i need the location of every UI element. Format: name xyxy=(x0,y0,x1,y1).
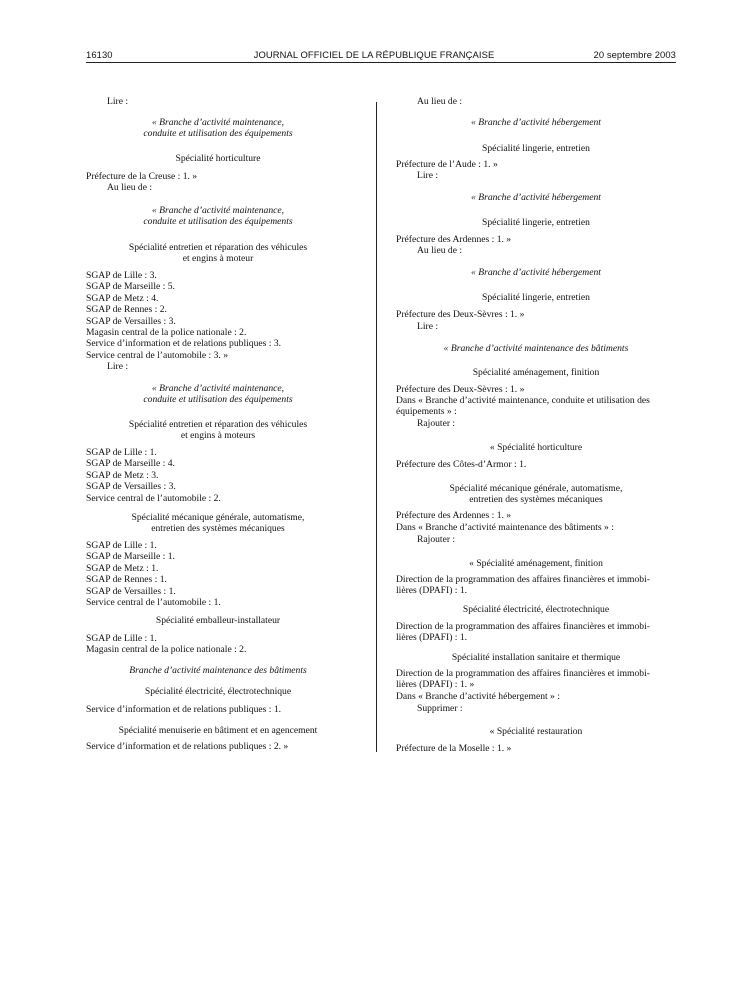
text-block xyxy=(86,704,350,715)
text-line: Lire : xyxy=(417,170,439,181)
text-line: Au lieu de : xyxy=(107,182,153,193)
text-line: Préfecture des Ardennes : 1. » xyxy=(396,234,512,245)
text-line: Spécialité lingerie, entretien xyxy=(482,292,590,303)
text-block xyxy=(86,383,350,406)
text-line: Direction de la programmation des affaires financières et immobi- xyxy=(396,621,650,632)
text-line: lières (DPAFI) : 1. xyxy=(396,632,468,644)
text-line: SGAP de Metz : 4. xyxy=(86,292,159,304)
text-block xyxy=(396,604,676,615)
text-line: Magasin central de la police nationale : 2. xyxy=(86,644,247,656)
text-block xyxy=(86,419,350,442)
page-number: 16130 xyxy=(86,49,113,60)
text-block xyxy=(396,574,676,597)
text-block xyxy=(396,143,676,154)
text-block xyxy=(396,159,676,170)
text-line: Lire : xyxy=(417,321,439,332)
text-block xyxy=(396,234,676,245)
text-line: entretien des systèmes mécaniques xyxy=(469,494,603,506)
text-block xyxy=(396,522,676,533)
text-line: Préfecture de la Moselle : 1. » xyxy=(396,743,512,754)
text-block xyxy=(396,343,676,354)
text-line: Spécialité entretien et réparation des véhicules xyxy=(128,242,308,253)
header-rule xyxy=(86,62,676,63)
text-block xyxy=(86,205,350,228)
text-line: SGAP de Marseille : 5. xyxy=(86,281,175,293)
text-block xyxy=(396,483,676,506)
publication-date: 20 septembre 2003 xyxy=(593,49,676,60)
text-line: entretien des systèmes mécaniques xyxy=(151,523,285,535)
text-line: et engins à moteurs xyxy=(180,430,256,442)
text-block xyxy=(86,117,350,140)
text-line: « Spécialité aménagement, finition xyxy=(469,558,603,569)
text-block xyxy=(86,686,350,697)
text-line: Dans « Branche d’activité maintenance des bâtiments » : xyxy=(396,522,614,533)
text-line: Spécialité lingerie, entretien xyxy=(482,217,590,228)
text-block xyxy=(86,447,350,504)
text-block xyxy=(86,665,350,676)
text-line: conduite et utilisation des équipements xyxy=(143,216,293,228)
text-line: « Branche d’activité maintenance, xyxy=(151,383,285,394)
text-block xyxy=(396,192,676,203)
text-line: SGAP de Metz : 3. xyxy=(86,469,159,481)
text-line: « Branche d’activité hébergement xyxy=(471,117,601,128)
text-line: Service d’information et de relations publiques : 1. xyxy=(86,704,282,715)
text-block xyxy=(396,652,676,663)
text-line: Préfecture des Ardennes : 1. » xyxy=(396,510,512,521)
text-block xyxy=(86,270,350,361)
text-line: Spécialité aménagement, finition xyxy=(472,367,600,378)
text-line: et engins à moteur xyxy=(182,253,254,265)
text-line: Rajouter : xyxy=(417,418,456,429)
text-line: « Branche d’activité hébergement xyxy=(471,192,601,203)
text-line: Spécialité horticulture xyxy=(175,153,261,164)
text-block xyxy=(86,361,371,372)
text-block xyxy=(396,691,676,702)
text-block xyxy=(86,512,350,535)
text-line: Direction de la programmation des affaires financières et immobi- xyxy=(396,668,650,679)
text-line: Dans « Branche d’activité hébergement » : xyxy=(396,691,560,702)
text-line: « Branche d’activité hébergement xyxy=(471,267,601,278)
text-line: « Branche d’activité maintenance, xyxy=(151,205,285,216)
journal-title: JOURNAL OFFICIEL DE LA RÉPUBLIQUE FRANÇAISE xyxy=(253,49,495,60)
text-block xyxy=(396,245,697,256)
text-line: conduite et utilisation des équipements xyxy=(143,394,293,406)
text-block xyxy=(86,725,350,736)
text-line: Supprimer : xyxy=(417,703,463,714)
text-line: SGAP de Rennes : 1. xyxy=(86,574,167,586)
text-block xyxy=(86,96,371,107)
text-line: Service d’information et de relations publiques : 2. » xyxy=(86,741,289,752)
text-line: Préfecture des Deux-Sèvres : 1. » xyxy=(396,309,525,320)
text-block xyxy=(396,621,676,644)
text-block xyxy=(396,743,676,754)
text-block xyxy=(396,726,676,737)
text-line: SGAP de Rennes : 2. xyxy=(86,304,167,316)
text-line: « Spécialité horticulture xyxy=(489,442,583,453)
text-block xyxy=(396,534,697,545)
text-line: Rajouter : xyxy=(417,534,456,545)
text-block xyxy=(396,703,697,714)
text-line: conduite et utilisation des équipements xyxy=(143,128,293,140)
text-line: Spécialité entretien et réparation des véhicules xyxy=(128,419,308,430)
text-block xyxy=(396,395,676,418)
text-line: Service central de l’automobile : 1. xyxy=(86,597,221,609)
text-line: Spécialité emballeur-installateur xyxy=(155,615,281,626)
text-block xyxy=(396,267,676,278)
text-line: Branche d’activité maintenance des bâtiments xyxy=(129,665,307,676)
text-line: SGAP de Lille : 3. xyxy=(86,270,157,281)
text-block xyxy=(396,384,676,395)
text-line: Spécialité lingerie, entretien xyxy=(482,143,590,154)
text-line: SGAP de Lille : 1. xyxy=(86,633,157,644)
text-line: SGAP de Lille : 1. xyxy=(86,447,157,458)
text-line: Préfecture des Deux-Sèvres : 1. » xyxy=(396,384,525,395)
text-block xyxy=(86,171,350,182)
column-divider xyxy=(376,102,377,752)
text-line: Au lieu de : xyxy=(417,96,463,107)
text-line: Service central de l’automobile : 3. » xyxy=(86,349,228,361)
text-block xyxy=(86,540,350,608)
text-line: Magasin central de la police nationale : 2. xyxy=(86,327,247,339)
text-line: « Spécialité restauration xyxy=(489,726,583,737)
text-line: équipements » : xyxy=(396,406,457,418)
text-block xyxy=(396,96,697,107)
text-line: SGAP de Marseille : 1. xyxy=(86,551,175,563)
text-block xyxy=(396,459,676,470)
text-line: SGAP de Metz : 1. xyxy=(86,562,159,574)
text-line: SGAP de Versailles : 1. xyxy=(86,585,176,597)
text-block xyxy=(86,633,350,656)
text-line: Lire : xyxy=(107,96,129,107)
text-block xyxy=(86,182,371,193)
text-line: « Branche d’activité maintenance, xyxy=(151,117,285,128)
text-block xyxy=(396,418,697,429)
text-block xyxy=(396,217,676,228)
text-line: SGAP de Versailles : 3. xyxy=(86,481,176,493)
text-block xyxy=(396,558,676,569)
text-block xyxy=(86,153,350,164)
text-line: lières (DPAFI) : 1. xyxy=(396,585,468,597)
text-line: SGAP de Lille : 1. xyxy=(86,540,157,551)
text-line: Spécialité menuiserie en bâtiment et en agencement xyxy=(118,725,318,736)
text-block xyxy=(396,170,697,181)
text-line: Service d’information et de relations publiques : 3. xyxy=(86,338,282,350)
text-block xyxy=(396,367,676,378)
text-line: Préfecture des Côtes-d’Armor : 1. xyxy=(396,459,527,470)
text-block xyxy=(86,242,350,265)
text-line: lières (DPAFI) : 1. » xyxy=(396,679,475,691)
text-line: Spécialité mécanique générale, automatisme, xyxy=(131,512,305,523)
text-block xyxy=(396,668,676,691)
text-line: Spécialité mécanique générale, automatisme, xyxy=(449,483,623,494)
text-line: Au lieu de : xyxy=(417,245,463,256)
text-line: Spécialité électricité, électrotechnique xyxy=(144,686,292,697)
text-block xyxy=(396,510,676,521)
text-block xyxy=(396,442,676,453)
text-block xyxy=(86,615,350,626)
text-line: SGAP de Marseille : 4. xyxy=(86,458,175,470)
text-line: Spécialité électricité, électrotechnique xyxy=(462,604,610,615)
text-line: « Branche d’activité maintenance des bâtiments xyxy=(443,343,629,354)
text-line: Spécialité installation sanitaire et thermique xyxy=(451,652,621,663)
text-line: Préfecture de la Creuse : 1. » xyxy=(86,171,198,182)
text-line: Préfecture de l’Aude : 1. » xyxy=(396,159,498,170)
text-line: Lire : xyxy=(107,361,129,372)
text-line: SGAP de Versailles : 3. xyxy=(86,315,176,327)
text-line: Dans « Branche d’activité maintenance, conduite et utilisation des xyxy=(396,395,650,406)
text-block xyxy=(396,292,676,303)
text-block xyxy=(86,741,350,752)
text-block xyxy=(396,117,676,128)
text-line: Direction de la programmation des affaires financières et immobi- xyxy=(396,574,650,585)
text-block xyxy=(396,321,697,332)
text-block xyxy=(396,309,676,320)
text-line: Service central de l’automobile : 2. xyxy=(86,492,221,504)
